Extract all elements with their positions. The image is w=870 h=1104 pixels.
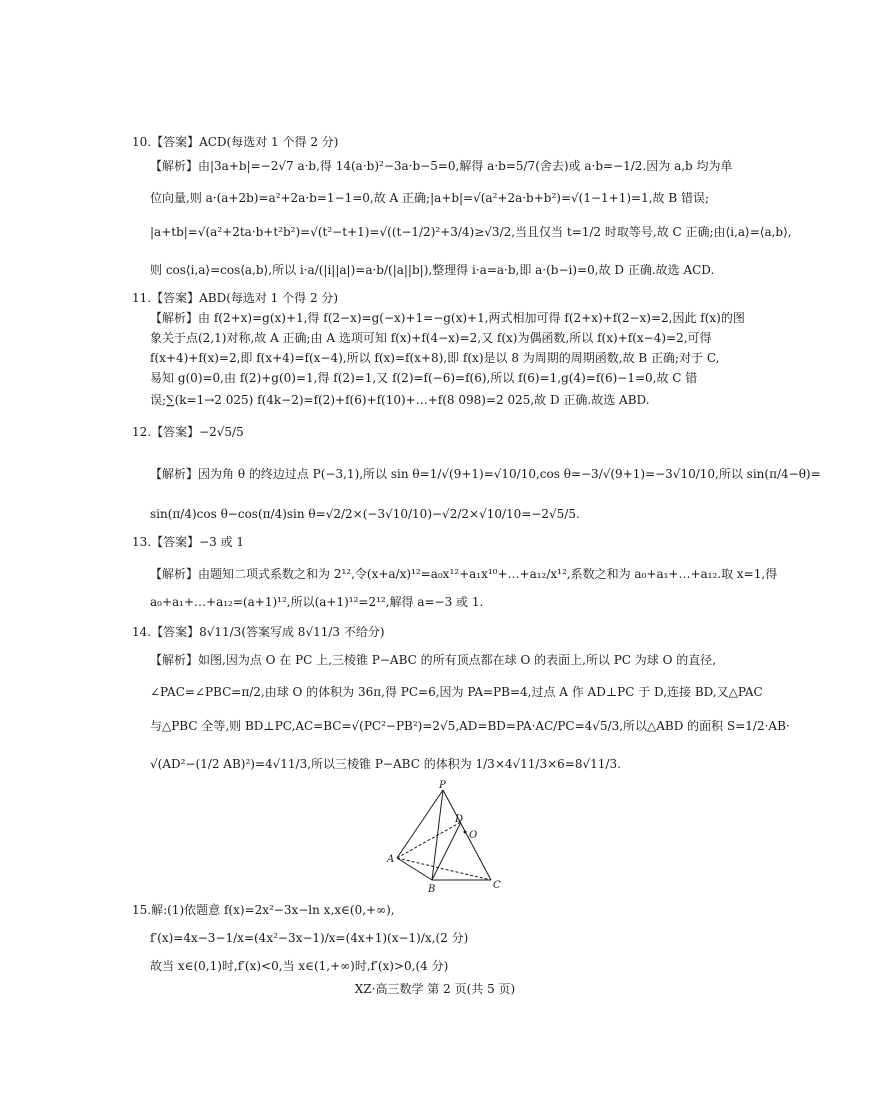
edge-PC [443,790,491,880]
text-line-q11: 11.【答案】ABD(每选对 1 个得 2 分) [132,291,339,305]
text-line-q12a: 【解析】因为角 θ 的终边过点 P(−3,1),所以 sin θ=1/√(9+1)=√10/10,cos θ=−3/√(9+1)=−3√10/10,所以 sin(π/4−θ)= [150,467,821,481]
text-line-q13a: 【解析】由题知二项式系数之和为 2¹²,令(x+a/x)¹²=a₀x¹²+a₁x¹⁰+…+a₁₂/x¹²,系数之和为 a₀+a₁+…+a₁₂.取 x=1,得 [150,567,778,581]
text-line-q14d: √(AD²−(1/2 AB)²)=4√11/3,所以三棱锥 P−ABC 的体积为 1/3×4√11/3×6=8√11/3. [150,757,621,771]
segment-AD [397,822,461,858]
text-line-q11b: 象关于点(2,1)对称,故 A 正确;由 A 选项可知 f(x)+f(4−x)=2,又 f(x)为偶函数,所以 f(x)+f(x−4)=2,可得 [150,331,712,345]
text-line-q10a: 【解析】由|3a+b|=−2√7 a·b,得 14(a·b)²−3a·b−5=0,解得 a·b=5/7(舍去)或 a·b=−1/2.因为 a,b 均为单 [150,159,733,173]
edge-AB [397,858,432,880]
text-line-q14c: 与△PBC 全等,则 BD⊥PC,AC=BC=√(PC²−PB²)=2√5,AD=BD=PA·AC/PC=4√5/3,所以△ABD 的面积 S=1/2·AB· [150,719,790,733]
text-line-q12: 12.【答案】−2√5/5 [132,425,244,439]
text-line-q13: 13.【答案】−3 或 1 [132,535,245,549]
label-A: A [387,854,395,865]
text-line-q10d: 则 cos⟨i,a⟩=cos⟨a,b⟩,所以 i·a/(|i||a|)=a·b/(|a||b|),整理得 i·a=a·b,即 a·(b−i)=0,故 D 正确.故选 ACD. [150,263,715,277]
text-line-q15a: f′(x)=4x−3−1/x=(4x²−3x−1)/x=(4x+1)(x−1)/x,(2 分) [150,931,469,945]
label-O: O [469,830,478,841]
text-line-q11e: 误;∑(k=1→2 025) f(4k−2)=f(2)+f(6)+f(10)+…+f(8 098)=2 025,故 D 正确.故选 ABD. [150,393,650,407]
tetrahedron-figure [385,780,505,900]
text-line-q10b: 位向量,则 a·(a+2b)=a²+2a·b=1−1=0,故 A 正确;|a+b|=√(a²+2a·b+b²)=√(1−1+1)=1,故 B 错误; [150,191,710,205]
text-line-q11a: 【解析】由 f(2+x)=g(x)+1,得 f(2−x)=g(−x)+1=−g(x)+1,两式相加可得 f(2+x)+f(2−x)=2,因此 f(x)的图 [150,311,745,325]
text-line-q14a: 【解析】如图,因为点 O 在 PC 上,三棱锥 P−ABC 的所有顶点都在球 O 的表面上,所以 PC 为球 O 的直径, [150,653,717,667]
text-line-q12b: sin(π/4)cos θ−cos(π/4)sin θ=√2/2×(−3√10/10)−√2/2×√10/10=−2√5/5. [150,507,580,521]
label-D: D [455,814,464,825]
label-P: P [439,780,446,791]
text-line-q14: 14.【答案】8√11/3(答案写成 8√11/3 不给分) [132,625,385,639]
text-line-q15b: 故当 x∈(0,1)时,f′(x)<0,当 x∈(1,+∞)时,f′(x)>0,(4 分) [150,959,449,973]
text-line-q11d: 易知 g(0)=0,由 f(2)+g(0)=1,得 f(2)=1,又 f(2)=f(−6)=f(6),所以 f(6)=1,g(4)=f(6)−1=0,故 C 错 [150,371,698,385]
text-line-q15: 15.解:(1)依题意 f(x)=2x²−3x−ln x,x∈(0,+∞), [132,903,395,917]
edge-AC [397,858,491,880]
text-line-q14b: ∠PAC=∠PBC=π/2,由球 O 的体积为 36π,得 PC=6,因为 PA=PB=4,过点 A 作 AD⊥PC 于 D,连接 BD,又△PAC [150,685,763,699]
text-line-q13b: a₀+a₁+…+a₁₂=(a+1)¹²,所以(a+1)¹²=2¹²,解得 a=−3 或 1. [150,595,484,609]
label-B: B [428,884,436,895]
text-line-q10: 10.【答案】ACD(每选对 1 个得 2 分) [132,135,339,149]
text-line-q10c: |a+tb|=√(a²+2ta·b+t²b²)=√(t²−t+1)=√((t−1/2)²+3/4)≥√3/2,当且仅当 t=1/2 时取等号,故 C 正确;由⟨i,a⟩=⟨a,b⟩, [150,225,792,239]
page-footer: XZ·高三数学 第 2 页(共 5 页) [354,982,516,996]
label-C: C [493,880,501,891]
point-O [464,831,467,834]
text-line-q11c: f(x+4)+f(x)=2,即 f(x+4)=f(x−4),所以 f(x)=f(x+8),即 f(x)是以 8 为周期的周期函数,故 B 正确;对于 C, [150,351,720,365]
